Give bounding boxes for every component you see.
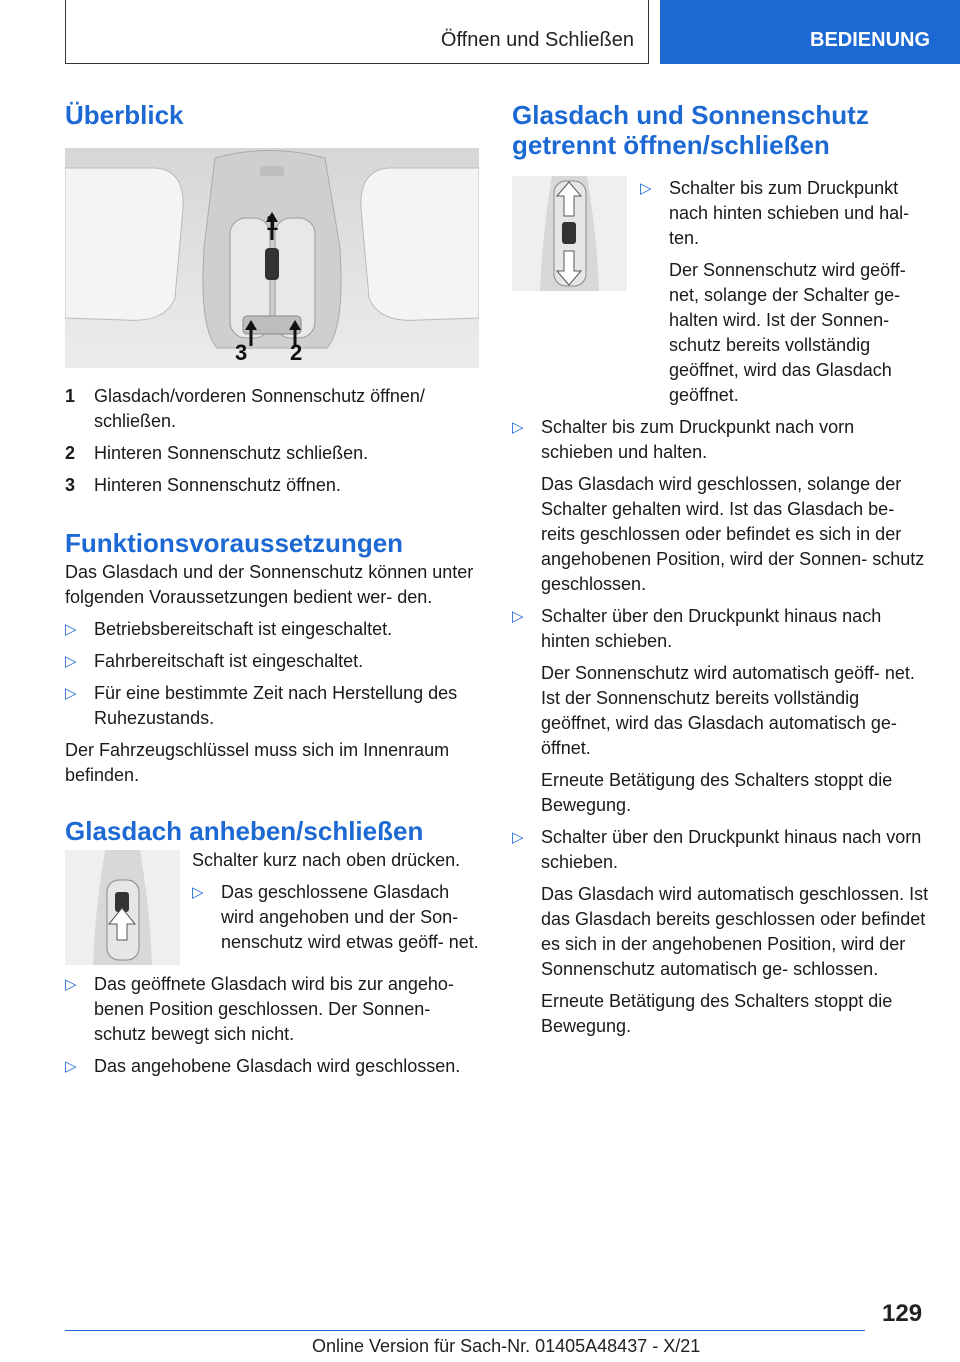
requirements-heading: Funktionsvoraussetzungen xyxy=(65,528,404,558)
switch-slide-illustration xyxy=(512,176,627,291)
legend-item: 3 Hinteren Sonnenschutz öffnen. xyxy=(65,475,341,495)
bullet-item: ▷ Das geschlossene Glasdach wird angehoben und der Son- nenschutz wird etwas geöff- net. xyxy=(192,882,479,952)
bullet-item: ▷ Betriebsbereitschaft ist eingeschaltet. xyxy=(65,619,393,639)
bullet-detail: Erneute Betätigung des Schalters stoppt die Bewegung. xyxy=(541,770,893,815)
legend-list xyxy=(65,384,479,498)
bullet-detail: Das Glasdach wird automatisch geschlossen. Ist das Glasdach bereits geschlossen oder befindet es sich in der angehobenen Position, wird der Sonnenschutz automatisch ge- schlossen. xyxy=(541,884,929,979)
callout-3: 3 xyxy=(235,340,248,365)
separate-heading: Glasdach und Sonnenschutz getrennt öffnen/schließen xyxy=(512,100,869,160)
bullet-item: ▷ Schalter bis zum Druckpunkt nach hinten schieben und hal- ten. xyxy=(640,178,910,248)
right-column xyxy=(512,100,930,1039)
bullet-detail: Der Sonnenschutz wird automatisch geöff- net. Ist der Sonnenschutz bereits vollständig geöffnet, wird das Glasdach automatisch ge- öffnet. xyxy=(541,663,915,758)
footer-divider xyxy=(65,1330,865,1331)
left-column xyxy=(65,100,479,1079)
bullet-item: ▷ Fahrbereitschaft ist eingeschaltet. xyxy=(65,651,364,671)
chapter-tab[interactable] xyxy=(660,0,960,64)
raise-intro: Schalter kurz nach oben drücken. xyxy=(192,850,461,870)
bullet-item: ▷ Schalter über den Druckpunkt hinaus nach hinten schieben. xyxy=(512,606,882,651)
bullet-detail: Das Glasdach wird geschlossen, solange der Schalter gehalten wird. Ist das Glasdach be- reits geschlossen oder befindet es sich in der angehobenen Position, wird der Sonnen- schutz geschlossen. xyxy=(541,474,925,594)
separate-first-block xyxy=(512,176,930,408)
section-title: Öffnen und Schließen xyxy=(440,29,634,51)
bullet-item: ▷ Für eine bestimmte Zeit nach Herstellung des Ruhezustands. xyxy=(65,683,458,728)
overview-heading: Überblick xyxy=(65,100,184,130)
requirements-intro: Das Glasdach und der Sonnenschutz können unter folgenden Voraussetzungen bedient wer- den. xyxy=(65,562,474,607)
requirements-note: Der Fahrzeugschlüssel muss sich im Innenraum befinden. xyxy=(65,740,450,785)
footer-text: Online Version für Sach-Nr. 01405A48437 - X/21 xyxy=(312,1336,701,1356)
header-frame xyxy=(65,0,649,64)
overhead-console-illustration xyxy=(65,148,479,368)
chapter-tab-label: BEDIENUNG xyxy=(810,29,931,51)
raise-block xyxy=(65,848,479,965)
overhead-console-drawing xyxy=(65,148,479,368)
switch-drawing xyxy=(65,850,180,965)
bullet-item: ▷ Schalter bis zum Druckpunkt nach vorn schieben und halten. xyxy=(512,417,855,462)
switch-slide-drawing xyxy=(512,176,627,291)
raise-text xyxy=(180,848,479,965)
bullet-item: ▷ Das geöffnete Glasdach wird bis zur angeho- benen Position geschlossen. Der Sonnen- schutz bewegt sich nicht. xyxy=(65,974,454,1044)
bullet-item: ▷ Schalter über den Druckpunkt hinaus nach vorn schieben. xyxy=(512,827,922,872)
bullet-item: ▷ Das angehobene Glasdach wird geschlossen. xyxy=(65,1056,461,1076)
bullet-detail: Der Sonnenschutz wird geöff- net, solange der Schalter ge- halten wird. Ist der Sonnen- schutz bereits vollständig geöffnet, wird das Glasdach geöffnet. xyxy=(669,260,906,405)
callout-1: 1 xyxy=(266,210,279,235)
switch-push-up-illustration xyxy=(65,850,180,965)
legend-item: 1 Glasdach/vorderen Sonnenschutz öffnen/ schließen. xyxy=(65,386,425,431)
separate-first-text xyxy=(627,176,930,408)
raise-heading: Glasdach anheben/schließen xyxy=(65,816,424,846)
bullet-detail: Erneute Betätigung des Schalters stoppt die Bewegung. xyxy=(541,991,893,1036)
page-number: 129 xyxy=(882,1300,923,1327)
callout-2: 2 xyxy=(290,340,303,365)
legend-item: 2 Hinteren Sonnenschutz schließen. xyxy=(65,443,369,463)
